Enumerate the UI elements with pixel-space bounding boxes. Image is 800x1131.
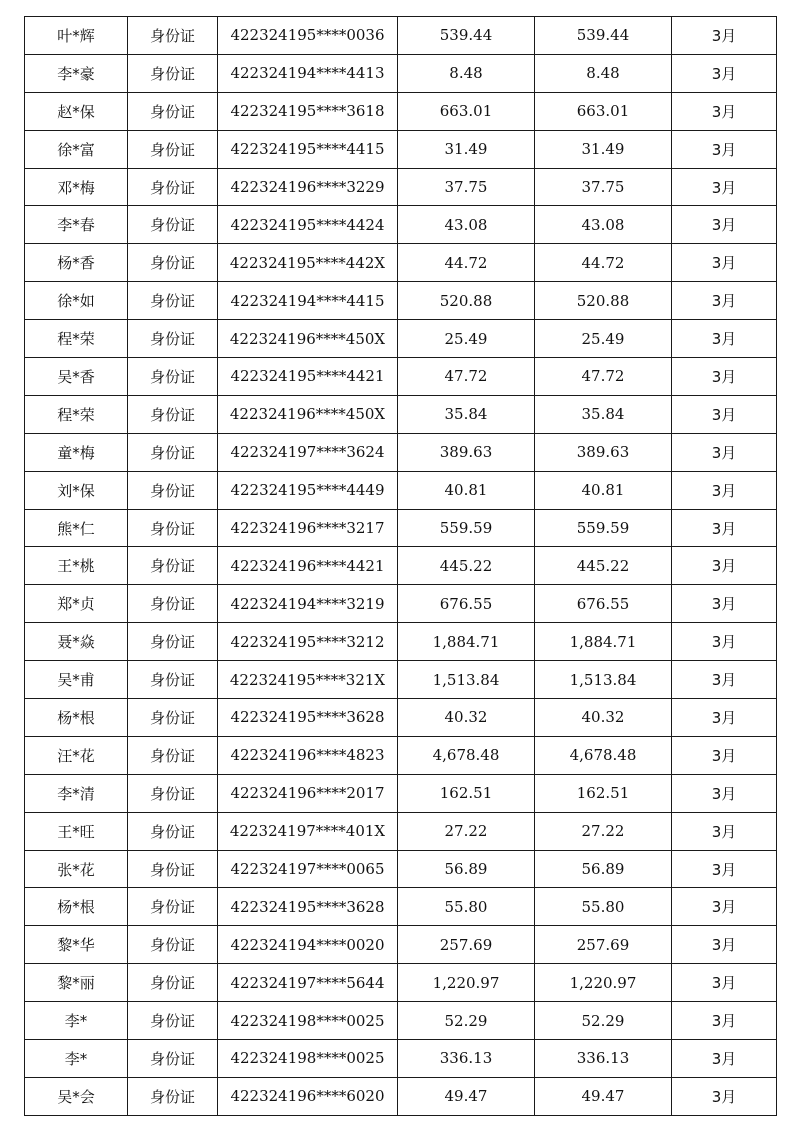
table-row <box>25 812 777 850</box>
amount-cell: 4,678.48 <box>398 736 535 774</box>
name-cell: 李*清 <box>25 774 128 812</box>
name-cell: 赵*保 <box>25 92 128 130</box>
id-type-cell: 身份证 <box>128 661 218 699</box>
id-number-cell: 422324197****5644 <box>218 964 398 1002</box>
table-row <box>25 168 777 206</box>
amount-paid-cell: 56.89 <box>535 850 672 888</box>
name-cell: 黎*华 <box>25 926 128 964</box>
amount-paid-cell: 44.72 <box>535 244 672 282</box>
id-type-cell: 身份证 <box>128 623 218 661</box>
id-number-cell: 422324195****4449 <box>218 471 398 509</box>
table-row <box>25 54 777 92</box>
amount-cell: 49.47 <box>398 1077 535 1115</box>
name-cell: 杨*根 <box>25 888 128 926</box>
table-row <box>25 774 777 812</box>
name-cell: 杨*香 <box>25 244 128 282</box>
id-number-cell: 422324196****4421 <box>218 547 398 585</box>
table-row <box>25 888 777 926</box>
name-cell: 吴*甫 <box>25 661 128 699</box>
month-cell: 3月 <box>672 54 777 92</box>
id-number-cell: 422324197****0065 <box>218 850 398 888</box>
id-number-cell: 422324196****2017 <box>218 774 398 812</box>
amount-cell: 336.13 <box>398 1040 535 1078</box>
id-number-cell: 422324196****4823 <box>218 736 398 774</box>
name-cell: 吴*香 <box>25 358 128 396</box>
table-row <box>25 244 777 282</box>
amount-paid-cell: 389.63 <box>535 433 672 471</box>
id-number-cell: 422324195****4424 <box>218 206 398 244</box>
id-type-cell: 身份证 <box>128 850 218 888</box>
subsidy-table <box>24 16 777 1116</box>
month-cell: 3月 <box>672 168 777 206</box>
month-cell: 3月 <box>672 585 777 623</box>
name-cell: 张*花 <box>25 850 128 888</box>
month-cell: 3月 <box>672 774 777 812</box>
table-row <box>25 130 777 168</box>
id-number-cell: 422324194****4415 <box>218 282 398 320</box>
id-type-cell: 身份证 <box>128 244 218 282</box>
month-cell: 3月 <box>672 623 777 661</box>
month-cell: 3月 <box>672 509 777 547</box>
month-cell: 3月 <box>672 92 777 130</box>
amount-paid-cell: 31.49 <box>535 130 672 168</box>
table-body <box>25 17 777 1116</box>
month-cell: 3月 <box>672 1040 777 1078</box>
table-row <box>25 206 777 244</box>
name-cell: 刘*保 <box>25 471 128 509</box>
id-type-cell: 身份证 <box>128 358 218 396</box>
name-cell: 程*荣 <box>25 320 128 358</box>
amount-paid-cell: 49.47 <box>535 1077 672 1115</box>
amount-cell: 56.89 <box>398 850 535 888</box>
amount-paid-cell: 676.55 <box>535 585 672 623</box>
amount-cell: 47.72 <box>398 358 535 396</box>
month-cell: 3月 <box>672 206 777 244</box>
amount-paid-cell: 257.69 <box>535 926 672 964</box>
name-cell: 李* <box>25 1040 128 1078</box>
id-type-cell: 身份证 <box>128 736 218 774</box>
id-number-cell: 422324195****4421 <box>218 358 398 396</box>
amount-paid-cell: 445.22 <box>535 547 672 585</box>
amount-paid-cell: 1,513.84 <box>535 661 672 699</box>
id-type-cell: 身份证 <box>128 1077 218 1115</box>
table-row <box>25 585 777 623</box>
amount-cell: 559.59 <box>398 509 535 547</box>
table-row <box>25 547 777 585</box>
amount-cell: 27.22 <box>398 812 535 850</box>
month-cell: 3月 <box>672 282 777 320</box>
amount-paid-cell: 43.08 <box>535 206 672 244</box>
id-number-cell: 422324194****4413 <box>218 54 398 92</box>
name-cell: 杨*根 <box>25 699 128 737</box>
amount-paid-cell: 37.75 <box>535 168 672 206</box>
id-number-cell: 422324195****4415 <box>218 130 398 168</box>
id-type-cell: 身份证 <box>128 585 218 623</box>
amount-paid-cell: 35.84 <box>535 395 672 433</box>
id-type-cell: 身份证 <box>128 888 218 926</box>
id-type-cell: 身份证 <box>128 206 218 244</box>
id-number-cell: 422324196****450X <box>218 320 398 358</box>
amount-paid-cell: 55.80 <box>535 888 672 926</box>
month-cell: 3月 <box>672 661 777 699</box>
amount-cell: 44.72 <box>398 244 535 282</box>
id-number-cell: 422324196****3217 <box>218 509 398 547</box>
table-row <box>25 736 777 774</box>
amount-paid-cell: 539.44 <box>535 17 672 55</box>
name-cell: 徐*富 <box>25 130 128 168</box>
name-cell: 郑*贞 <box>25 585 128 623</box>
month-cell: 3月 <box>672 433 777 471</box>
id-type-cell: 身份证 <box>128 699 218 737</box>
amount-cell: 1,884.71 <box>398 623 535 661</box>
amount-paid-cell: 25.49 <box>535 320 672 358</box>
name-cell: 李*豪 <box>25 54 128 92</box>
id-number-cell: 422324197****401X <box>218 812 398 850</box>
id-number-cell: 422324194****0020 <box>218 926 398 964</box>
amount-cell: 43.08 <box>398 206 535 244</box>
amount-paid-cell: 520.88 <box>535 282 672 320</box>
id-number-cell: 422324195****321X <box>218 661 398 699</box>
table-row <box>25 433 777 471</box>
id-number-cell: 422324195****3628 <box>218 699 398 737</box>
amount-cell: 1,220.97 <box>398 964 535 1002</box>
name-cell: 汪*花 <box>25 736 128 774</box>
amount-paid-cell: 559.59 <box>535 509 672 547</box>
month-cell: 3月 <box>672 547 777 585</box>
name-cell: 李* <box>25 1002 128 1040</box>
month-cell: 3月 <box>672 888 777 926</box>
table-row <box>25 1002 777 1040</box>
month-cell: 3月 <box>672 1077 777 1115</box>
table-row <box>25 1040 777 1078</box>
month-cell: 3月 <box>672 926 777 964</box>
amount-cell: 55.80 <box>398 888 535 926</box>
amount-cell: 389.63 <box>398 433 535 471</box>
amount-cell: 1,513.84 <box>398 661 535 699</box>
amount-paid-cell: 40.81 <box>535 471 672 509</box>
amount-cell: 445.22 <box>398 547 535 585</box>
amount-paid-cell: 27.22 <box>535 812 672 850</box>
id-number-cell: 422324195****3212 <box>218 623 398 661</box>
id-type-cell: 身份证 <box>128 282 218 320</box>
id-type-cell: 身份证 <box>128 1040 218 1078</box>
month-cell: 3月 <box>672 964 777 1002</box>
id-number-cell: 422324197****3624 <box>218 433 398 471</box>
amount-paid-cell: 40.32 <box>535 699 672 737</box>
table-row <box>25 17 777 55</box>
name-cell: 熊*仁 <box>25 509 128 547</box>
id-type-cell: 身份证 <box>128 547 218 585</box>
table-row <box>25 509 777 547</box>
amount-cell: 52.29 <box>398 1002 535 1040</box>
id-number-cell: 422324195****3618 <box>218 92 398 130</box>
amount-paid-cell: 336.13 <box>535 1040 672 1078</box>
table-row <box>25 964 777 1002</box>
amount-cell: 35.84 <box>398 395 535 433</box>
id-number-cell: 422324198****0025 <box>218 1040 398 1078</box>
id-type-cell: 身份证 <box>128 395 218 433</box>
month-cell: 3月 <box>672 736 777 774</box>
id-number-cell: 422324196****6020 <box>218 1077 398 1115</box>
name-cell: 李*春 <box>25 206 128 244</box>
amount-paid-cell: 47.72 <box>535 358 672 396</box>
table-row <box>25 471 777 509</box>
id-type-cell: 身份证 <box>128 320 218 358</box>
id-number-cell: 422324195****0036 <box>218 17 398 55</box>
table-row <box>25 358 777 396</box>
month-cell: 3月 <box>672 244 777 282</box>
id-type-cell: 身份证 <box>128 509 218 547</box>
month-cell: 3月 <box>672 358 777 396</box>
amount-cell: 257.69 <box>398 926 535 964</box>
amount-cell: 31.49 <box>398 130 535 168</box>
table-row <box>25 850 777 888</box>
month-cell: 3月 <box>672 320 777 358</box>
amount-paid-cell: 1,884.71 <box>535 623 672 661</box>
amount-cell: 520.88 <box>398 282 535 320</box>
amount-cell: 663.01 <box>398 92 535 130</box>
name-cell: 徐*如 <box>25 282 128 320</box>
id-type-cell: 身份证 <box>128 92 218 130</box>
amount-cell: 676.55 <box>398 585 535 623</box>
month-cell: 3月 <box>672 1002 777 1040</box>
id-type-cell: 身份证 <box>128 1002 218 1040</box>
amount-cell: 40.32 <box>398 699 535 737</box>
id-type-cell: 身份证 <box>128 964 218 1002</box>
table-row <box>25 395 777 433</box>
month-cell: 3月 <box>672 699 777 737</box>
id-type-cell: 身份证 <box>128 130 218 168</box>
table-row <box>25 320 777 358</box>
month-cell: 3月 <box>672 471 777 509</box>
amount-cell: 25.49 <box>398 320 535 358</box>
name-cell: 邓*梅 <box>25 168 128 206</box>
id-type-cell: 身份证 <box>128 433 218 471</box>
id-type-cell: 身份证 <box>128 54 218 92</box>
table-row <box>25 661 777 699</box>
table-row <box>25 1077 777 1115</box>
month-cell: 3月 <box>672 17 777 55</box>
id-type-cell: 身份证 <box>128 471 218 509</box>
month-cell: 3月 <box>672 850 777 888</box>
amount-cell: 37.75 <box>398 168 535 206</box>
name-cell: 王*桃 <box>25 547 128 585</box>
name-cell: 吴*会 <box>25 1077 128 1115</box>
month-cell: 3月 <box>672 395 777 433</box>
id-number-cell: 422324194****3219 <box>218 585 398 623</box>
amount-paid-cell: 52.29 <box>535 1002 672 1040</box>
id-type-cell: 身份证 <box>128 17 218 55</box>
name-cell: 程*荣 <box>25 395 128 433</box>
amount-cell: 162.51 <box>398 774 535 812</box>
amount-paid-cell: 663.01 <box>535 92 672 130</box>
name-cell: 聂*焱 <box>25 623 128 661</box>
name-cell: 黎*丽 <box>25 964 128 1002</box>
amount-paid-cell: 162.51 <box>535 774 672 812</box>
id-type-cell: 身份证 <box>128 926 218 964</box>
id-number-cell: 422324198****0025 <box>218 1002 398 1040</box>
month-cell: 3月 <box>672 812 777 850</box>
id-type-cell: 身份证 <box>128 812 218 850</box>
table-row <box>25 282 777 320</box>
id-type-cell: 身份证 <box>128 774 218 812</box>
amount-cell: 40.81 <box>398 471 535 509</box>
amount-paid-cell: 1,220.97 <box>535 964 672 1002</box>
month-cell: 3月 <box>672 130 777 168</box>
id-number-cell: 422324195****3628 <box>218 888 398 926</box>
id-type-cell: 身份证 <box>128 168 218 206</box>
name-cell: 叶*辉 <box>25 17 128 55</box>
name-cell: 童*梅 <box>25 433 128 471</box>
table-row <box>25 926 777 964</box>
table-row <box>25 699 777 737</box>
table-row <box>25 92 777 130</box>
name-cell: 王*旺 <box>25 812 128 850</box>
amount-cell: 539.44 <box>398 17 535 55</box>
amount-paid-cell: 8.48 <box>535 54 672 92</box>
id-number-cell: 422324196****3229 <box>218 168 398 206</box>
table-row <box>25 623 777 661</box>
id-number-cell: 422324196****450X <box>218 395 398 433</box>
amount-paid-cell: 4,678.48 <box>535 736 672 774</box>
amount-cell: 8.48 <box>398 54 535 92</box>
id-number-cell: 422324195****442X <box>218 244 398 282</box>
